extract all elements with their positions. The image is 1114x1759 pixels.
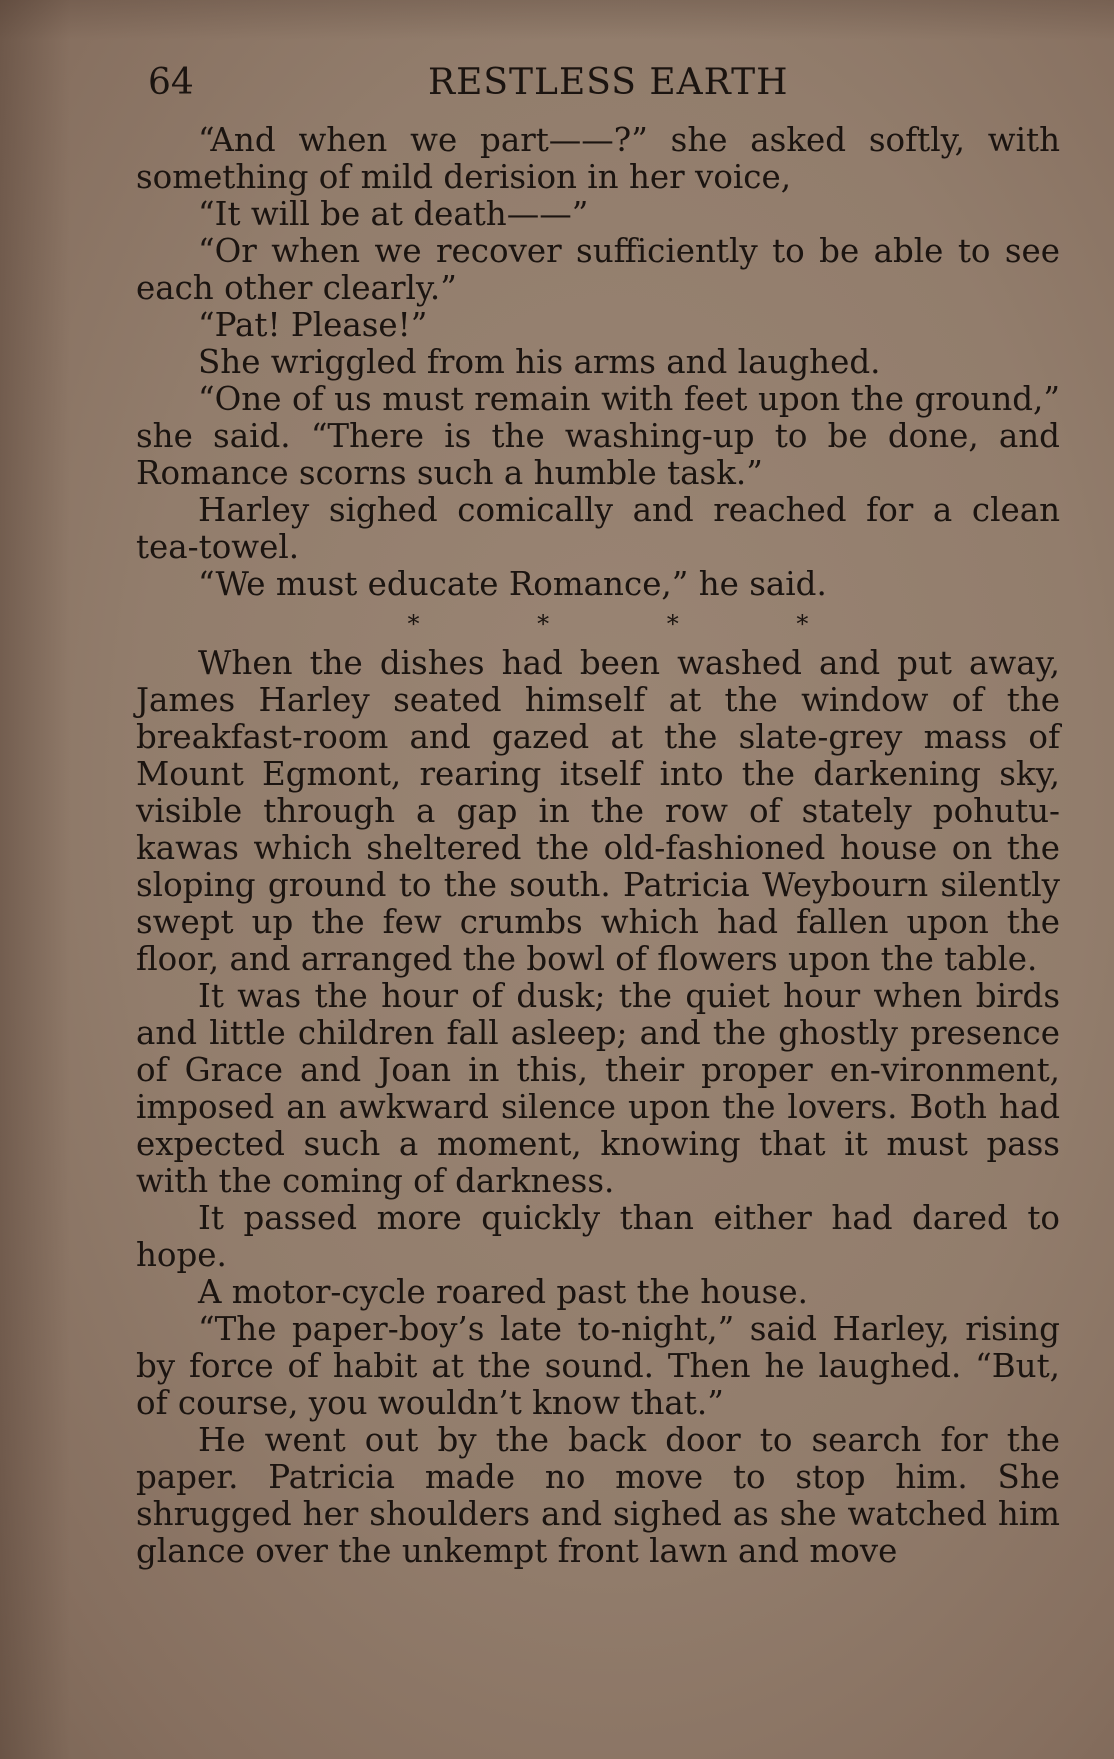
page-number: 64 bbox=[148, 62, 194, 103]
paragraph: He went out by the back door to search for the paper. Patricia made no move to stop him. She shrugged her shoulders and sighed as she watched him glance over the unkempt front lawn and move bbox=[136, 1421, 1060, 1570]
paragraph: A motor-cycle roared past the house. bbox=[198, 1273, 808, 1311]
paragraph: “Pat! Please!” bbox=[198, 306, 428, 344]
paragraph: “We must educate Romance,” he said. bbox=[198, 565, 827, 603]
paragraph: “Or when we recover sufficiently to be able to see each other clearly.” bbox=[136, 232, 1060, 307]
paragraph: “One of us must remain with feet upon the ground,” she said. “There is the washing-up to be done, and Romance scorns such a humble task.” bbox=[136, 380, 1060, 492]
paragraph: “And when we part——?” she asked softly, with something of mild derision in her voice, bbox=[136, 121, 1060, 196]
paragraph: It passed more quickly than either had dared to hope. bbox=[136, 1199, 1060, 1274]
paragraph: It was the hour of dusk; the quiet hour when birds and little children fall asleep; and the ghostly presence of Grace and Joan in this, their proper en-vironment, imposed an awkward silence upon the lovers. Both had expected such a moment, knowing that it must pass with the coming of darkness. bbox=[136, 977, 1060, 1200]
page-edge-shadow bbox=[0, 0, 70, 1759]
running-header bbox=[148, 62, 1048, 108]
paragraph: When the dishes had been washed and put away, James Harley seated himself at the window of the breakfast-room and gazed at the slate-grey mass of Mount Egmont, rearing itself into the darkening sky, visible through a gap in the row of stately pohutu-kawas which sheltered the old-fashioned house on the sloping ground to the south. Patricia Weybourn silently swept up the few crumbs which had fallen upon the floor, and arranged the bowl of flowers upon the table. bbox=[136, 644, 1060, 978]
paragraph: “The paper-boy’s late to-night,” said Harley, rising by force of habit at the sound. Then he laughed. “But, of course, you wouldn’t know that.” bbox=[136, 1310, 1060, 1422]
paragraph: Harley sighed comically and reached for a clean tea-towel. bbox=[136, 491, 1060, 566]
paragraph: “It will be at death——” bbox=[198, 195, 589, 233]
body-text bbox=[136, 122, 1060, 1570]
paragraph: She wriggled from his arms and laughed. bbox=[198, 343, 881, 381]
page-top-shadow bbox=[0, 0, 1114, 40]
running-title: RESTLESS EARTH bbox=[428, 62, 789, 103]
section-break: * * * * bbox=[407, 610, 809, 638]
